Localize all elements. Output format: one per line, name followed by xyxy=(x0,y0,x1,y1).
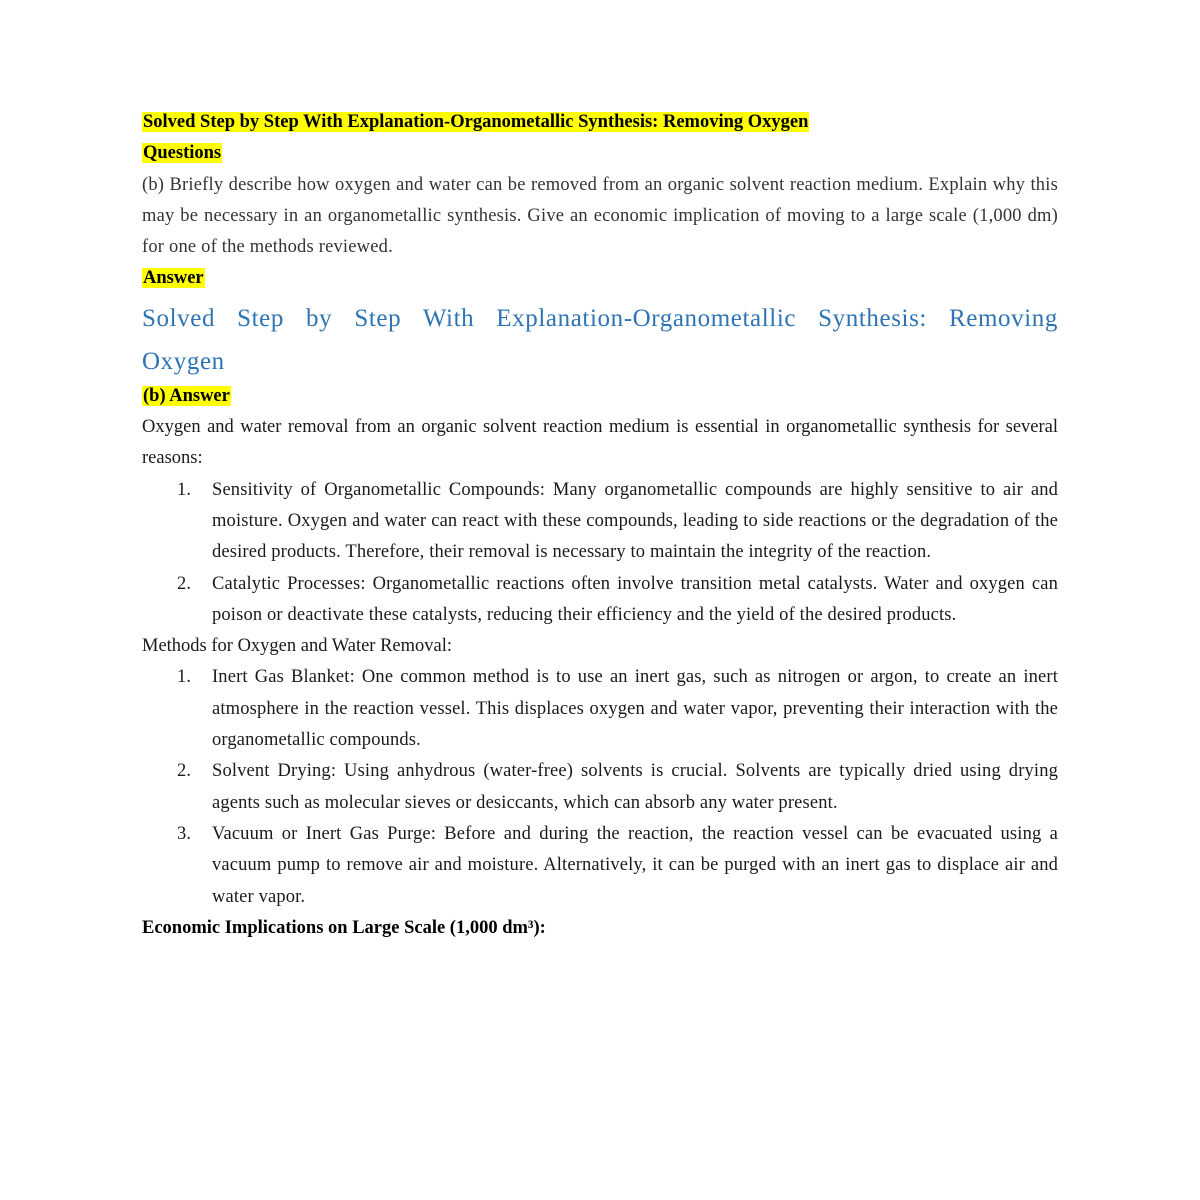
list-item-text: Inert Gas Blanket: One common method is to use an inert gas, such as nitrogen or argon, to create an inert atmosphere in the reaction vessel. This displaces oxygen and water vapor, preventing their interaction with the organometallic compounds. xyxy=(212,667,1058,751)
intro-paragraph: Oxygen and water removal from an organic solvent reaction medium is essential in organometallic synthesis for several reasons: xyxy=(142,417,1058,469)
list-item xyxy=(142,662,1058,756)
list-item xyxy=(142,756,1058,819)
list-item-text: Solvent Drying: Using anhydrous (water-free) solvents is crucial. Solvents are typically dried using drying agents such as molecular sieves or desiccants, which can absorb any water present. xyxy=(212,761,1058,813)
answer-label: Answer xyxy=(143,268,204,289)
b-answer-label: (b) Answer xyxy=(143,385,230,406)
title-line xyxy=(142,107,1058,138)
methods-list xyxy=(142,662,1058,912)
list-number: 1. xyxy=(177,667,192,688)
list-item-text: Sensitivity of Organometallic Compounds: Many organometallic compounds are highly sensitive to air and moisture. Oxygen and water can react with these compounds, leading to side reactions or the degradation of the desired products. Therefore, their removal is necessary to maintain the integrity of the reaction. xyxy=(212,479,1058,563)
list-item-text: Catalytic Processes: Organometallic reactions often involve transition metal catalysts. Water and oxygen can poison or deactivate these catalysts, reducing their efficiency and the yield of the desired products. xyxy=(212,573,1058,625)
list-number: 1. xyxy=(177,479,192,500)
question-text: (b) Briefly describe how oxygen and water can be removed from an organic solvent reaction medium. Explain why this may be necessary in an organometallic synthesis. Give an economic implication of moving to a large scale (1,000 dm) for one of the methods reviewed. xyxy=(142,174,1058,258)
questions-label: Questions xyxy=(143,143,222,164)
methods-heading: Methods for Oxygen and Water Removal: xyxy=(142,636,453,657)
list-item xyxy=(142,569,1058,632)
blue-heading: Solved Step by Step With Explanation-Organometallic Synthesis: Removing Oxygen xyxy=(142,304,1058,375)
list-number: 3. xyxy=(177,823,192,844)
economic-heading: Economic Implications on Large Scale (1,000 dm³): xyxy=(142,917,546,938)
questions-line xyxy=(142,138,1058,169)
list-number: 2. xyxy=(177,573,192,594)
title-highlight: Solved Step by Step With Explanation-Organometallic Synthesis: Removing Oxygen xyxy=(143,112,809,132)
document-page xyxy=(142,107,1058,944)
b-answer-line xyxy=(142,381,1058,412)
list-item xyxy=(142,475,1058,569)
list-item xyxy=(142,819,1058,913)
reasons-list xyxy=(142,475,1058,631)
list-item-text: Vacuum or Inert Gas Purge: Before and during the reaction, the reaction vessel can be evacuated using a vacuum pump to remove air and moisture. Alternatively, it can be purged with an inert gas to displace air and water vapor. xyxy=(212,823,1058,907)
answer-line xyxy=(142,263,1058,294)
list-number: 2. xyxy=(177,761,192,782)
